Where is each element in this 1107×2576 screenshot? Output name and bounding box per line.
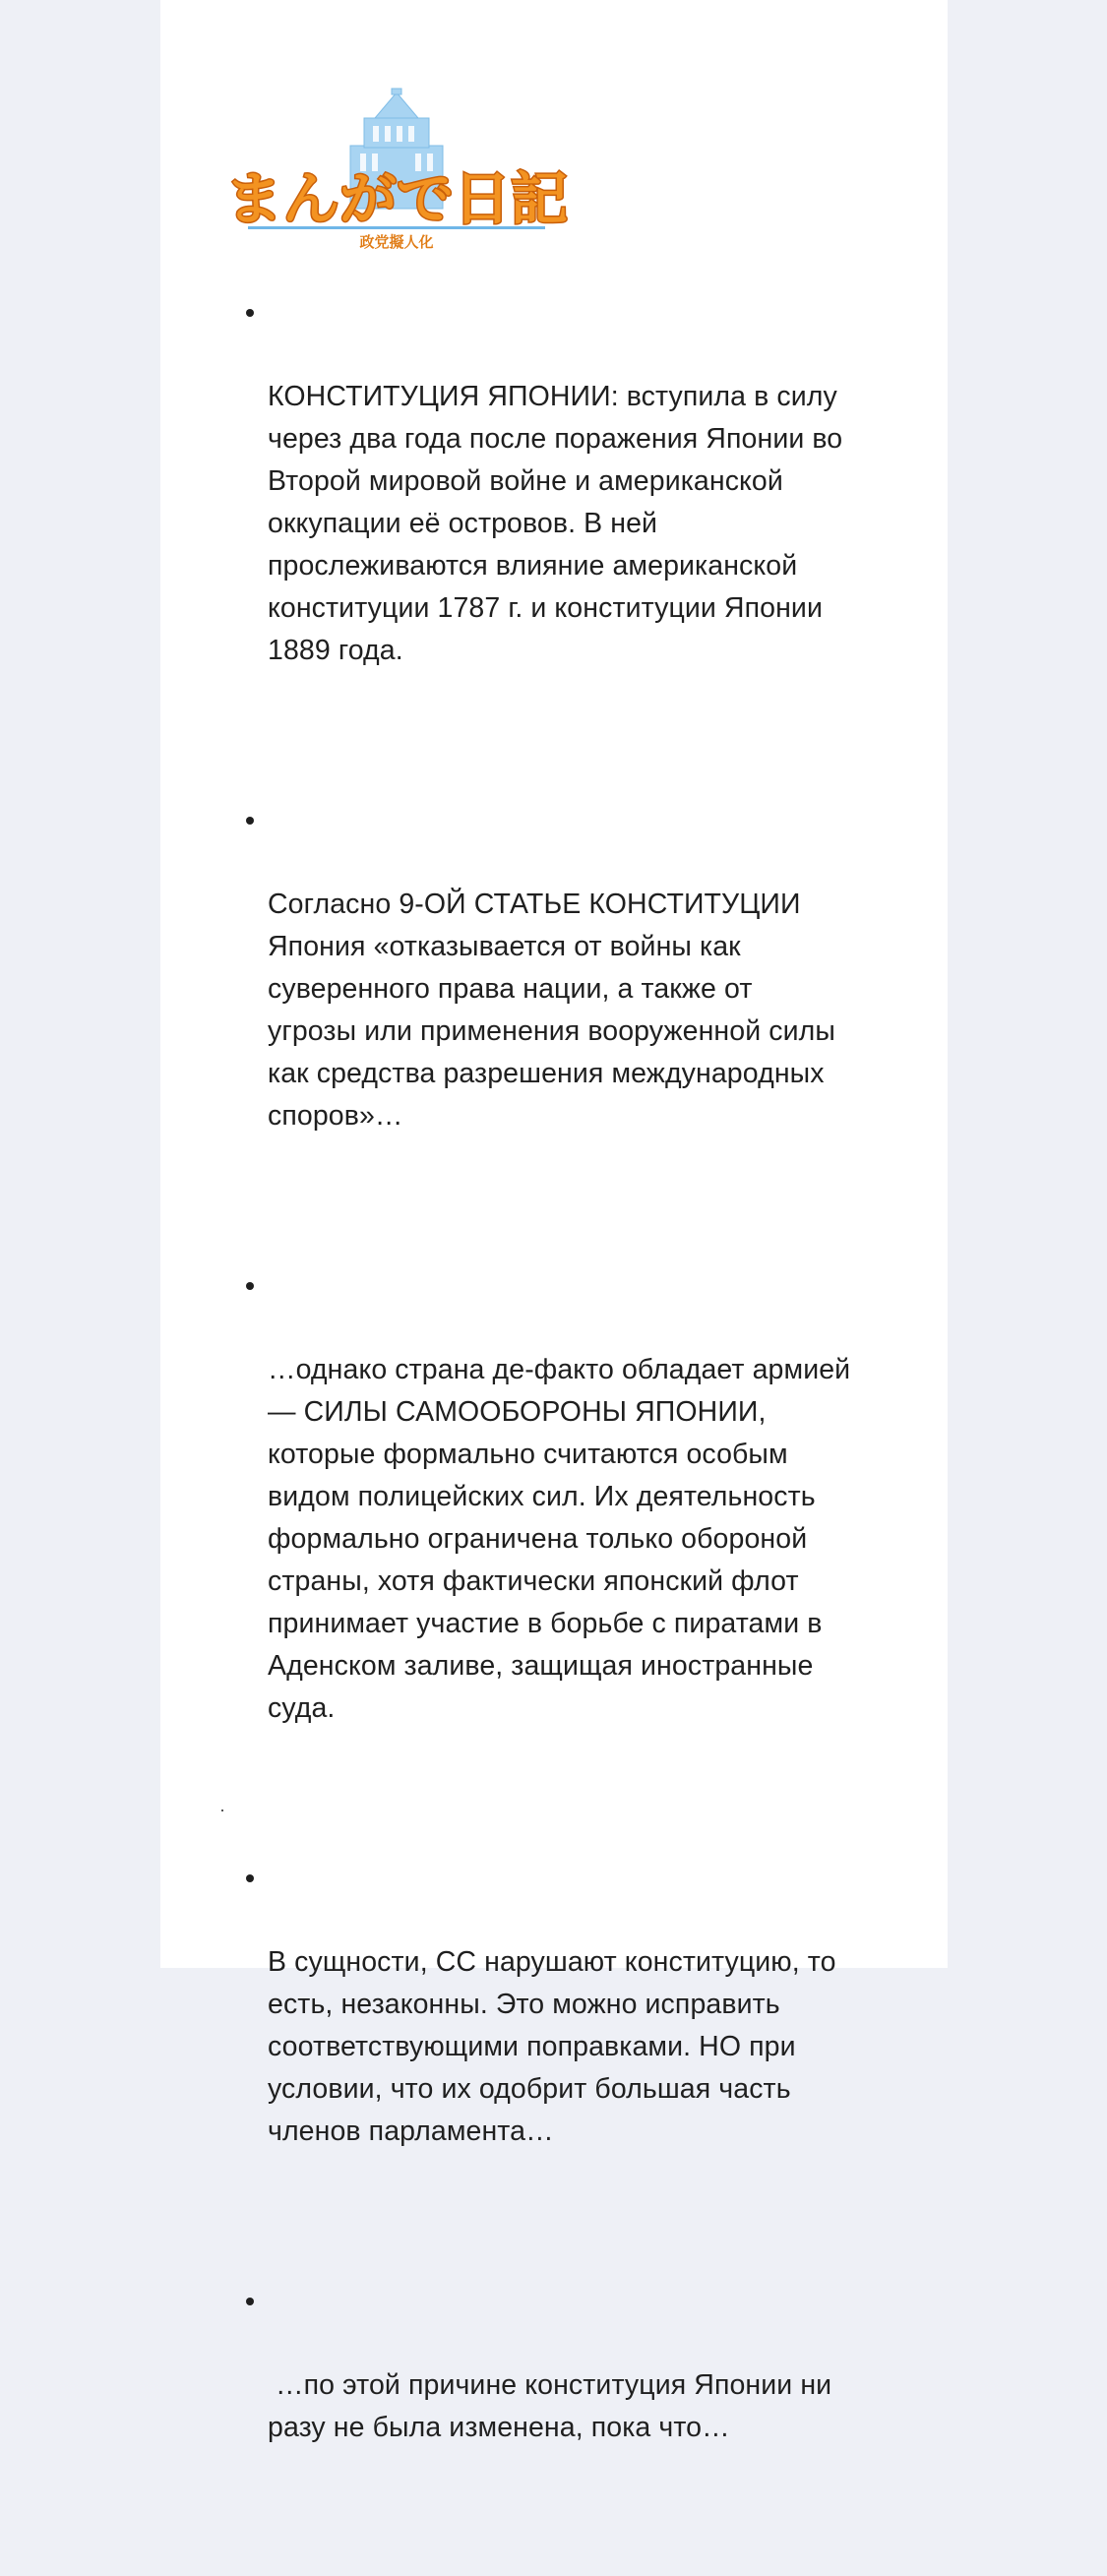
bullet-dot [246, 817, 254, 825]
list-item-unconstitutional [268, 1857, 888, 2238]
list-item-never-amended [268, 2280, 888, 2534]
list-item-text: В сущности, СС нарушают конституцию, то есть, незаконны. Это можно исправить соответствующими поправками. НО при условии, что их одобрит большая часть членов парламента… [268, 1946, 836, 2147]
list-item-self-defense-forces [268, 1264, 888, 1814]
list-item-text: …по этой причине конституция Японии ни разу не была изменена, пока что… [268, 2369, 832, 2443]
list-item-text: КОНСТИТУЦИЯ ЯПОНИИ: вступила в силу через два года после поражения Японии во Второй мировой войне и американской оккупации её островов. В ней прослеживаются влияние американской конституции 1787 г. и конституции Японии 1889 года. [268, 381, 843, 666]
bullet-dot [246, 2298, 254, 2305]
logo-graphic [224, 89, 569, 256]
list-item-text: Согласно 9-ОЙ СТАТЬЕ КОНСТИТУЦИИ Япония «отказывается от войны как суверенного права нации, а также от угрозы или применения вооруженной силы как средства разрешения международных споров»… [268, 889, 835, 1132]
list-item-text: …однако страна де-факто обладает армией — СИЛЫ САМООБОРОНЫ ЯПОНИИ, которые формально считаются особым видом полицейских сил. Их деятельность формально ограничена только обороной страны, хотя фактически японский флот принимает участие в борьбе с пиратами в Аденском заливе, защищая иностранные суда. [268, 1354, 851, 1724]
logo-subtitle: 政党擬人化 [359, 233, 434, 251]
stray-dot [221, 1809, 223, 1811]
bullet-list [268, 291, 888, 2576]
bullet-dot [246, 1874, 254, 1882]
manga-diary-logo [224, 89, 569, 256]
list-item-article-9 [268, 799, 888, 1222]
list-item-constitution [268, 291, 888, 757]
bullet-dot [246, 309, 254, 317]
logo-title: まんがで日記 [224, 165, 569, 232]
bullet-dot [246, 1282, 254, 1290]
